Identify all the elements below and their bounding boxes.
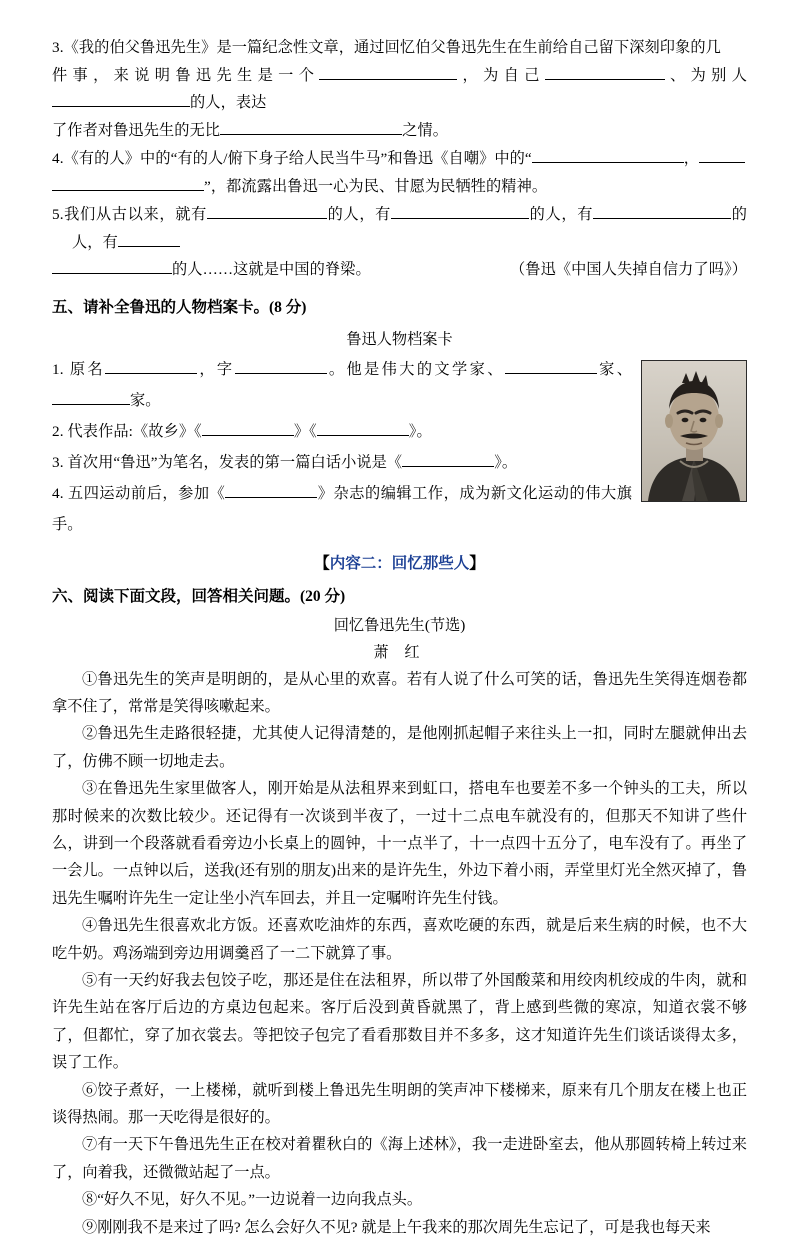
archive-item-1-text-2: ，字: [197, 361, 235, 378]
section-five-title: 五、请补全鲁迅的人物档案卡。(8 分): [52, 293, 747, 323]
blank-field[interactable]: [545, 65, 665, 80]
question-3-text-6: 了作者对鲁迅先生的无比: [52, 122, 220, 139]
passage-paragraph: ④鲁迅先生很喜欢北方饭。还喜欢吃油炸的东西，喜欢吃硬的东西，就是后来生病的时候，也不大吃牛奶。鸡汤端到旁边用调羹舀了一二下就算了事。: [52, 912, 747, 967]
passage-author: 萧 红: [52, 639, 747, 666]
blank-field[interactable]: [235, 359, 327, 374]
passage-paragraph: ⑦有一天下午鲁迅先生正在校对着瞿秋白的《海上述林》，我一走进卧室去，他从那圆转椅上转过来了，向着我，还微微站起了一点。: [52, 1131, 747, 1186]
question-3-text-3: ，为自己: [457, 67, 545, 84]
blank-field[interactable]: [52, 176, 204, 191]
archive-item-2-text-1: 代表作品:《故乡》《: [68, 423, 202, 440]
blank-field[interactable]: [505, 359, 597, 374]
blank-field[interactable]: [118, 232, 180, 247]
archive-item-1-text-5: 家。: [130, 392, 161, 409]
archive-item-4: [52, 478, 632, 540]
blank-field[interactable]: [402, 452, 494, 467]
question-3-number: 3.: [52, 39, 64, 56]
passage-paragraph: ①鲁迅先生的笑声是明朗的，是从心里的欢喜。若有人说了什么可笑的话，鲁迅先生笑得连烟卷都拿不住了，常常是笑得咳嗽起来。: [52, 666, 747, 721]
question-4-text-3: ”，都流露出鲁迅一心为民、甘愿为民牺牲的精神。: [204, 178, 547, 195]
question-5-text-2: 的人，有: [327, 206, 391, 223]
blank-field[interactable]: [391, 204, 529, 219]
blank-field[interactable]: [105, 359, 197, 374]
blank-field[interactable]: [699, 148, 745, 163]
blank-field[interactable]: [225, 483, 317, 498]
blank-field[interactable]: [319, 65, 457, 80]
passage-body: [52, 666, 747, 1241]
banner-right-bracket: 】: [469, 555, 485, 572]
archive-item-1-text-4: 家、: [597, 361, 632, 378]
blank-field[interactable]: [202, 421, 294, 436]
passage-paragraph: ⑨刚刚我不是来过了吗? 怎么会好久不见? 就是上午我来的那次周先生忘记了，可是我也每天来: [52, 1214, 747, 1241]
archive-item-3-text-1: 首次用“鲁迅”为笔名，发表的第一篇白话小说是《: [68, 454, 403, 471]
archive-item-2-text-3: 》。: [409, 423, 432, 440]
archive-item-4-number: 4.: [52, 485, 64, 502]
question-5-text-4: 的人，有: [72, 206, 747, 251]
archive-item-1-text-1: 原名: [70, 361, 105, 378]
question-4-text-1: 《有的人》中的“有的人/俯下身子给人民当牛马”和鲁迅《自嘲》中的“: [64, 150, 532, 167]
blank-field[interactable]: [593, 204, 731, 219]
passage-paragraph: ⑤有一天约好我去包饺子吃，那还是住在法租界，所以带了外国酸菜和用绞肉机绞成的牛肉，就和许先生站在客厅后边的方桌边包起来。客厅后没到黄昏就黑了，背上感到些微的寒凉，知道衣裳不够了，但都忙，穿了加衣裳去。等把饺子包完了看看那数目并不多多，这才知道许先生们谈话谈得太多，误了工作。: [52, 967, 747, 1077]
section-six-title: 六、阅读下面文段，回答相关问题。(20 分): [52, 582, 747, 612]
archive-item-4-text-1: 五四运动前后，参加《: [68, 485, 225, 502]
question-3: [52, 34, 747, 144]
blank-field[interactable]: [52, 390, 130, 405]
question-5: [52, 201, 747, 284]
archive-item-4-text-2: 》杂志的编辑工作，成为新文化运动的伟大旗手。: [52, 485, 632, 533]
passage-title: 回忆鲁迅先生(节选): [52, 612, 747, 639]
question-4-text-2: ，: [684, 150, 699, 167]
question-5-citation: （鲁迅《中国人失掉自信力了吗》）: [510, 256, 747, 284]
question-5-text-5: 的人……这就是中国的脊梁。: [172, 261, 371, 278]
passage-paragraph: ②鲁迅先生走路很轻捷，尤其使人记得清楚的，是他刚抓起帽子来往头上一扣，同时左腿就伸出去了，仿佛不顾一切地走去。: [52, 720, 747, 775]
blank-field[interactable]: [317, 421, 409, 436]
question-5-text-3: 的人，有: [529, 206, 593, 223]
question-3-text-7: 之情。: [402, 122, 448, 139]
question-3-text-5: 的人，表达: [190, 94, 266, 111]
passage-paragraph: ⑧“好久不见，好久不见。”一边说着一边向我点头。: [52, 1186, 747, 1213]
blank-field[interactable]: [207, 204, 327, 219]
archive-item-3-number: 3.: [52, 454, 64, 471]
archive-item-1-number: 1.: [52, 361, 64, 378]
banner-left-bracket: 【: [314, 555, 330, 572]
passage-paragraph: ⑥饺子煮好，一上楼梯，就听到楼上鲁迅先生明朗的笑声冲下楼梯来，原来有几个朋友在楼上也正谈得热闹。那一天吃得是很好的。: [52, 1077, 747, 1132]
question-5-number: 5.: [52, 206, 64, 223]
archive-item-3: [52, 447, 632, 478]
question-3-text-2: 件事，来说明鲁迅先生是一个: [52, 67, 319, 84]
question-3-text-4: 、为别人: [665, 67, 747, 84]
portrait-illustration: [642, 361, 746, 501]
archive-item-1-text-3: 。他是伟大的文学家、: [327, 361, 505, 378]
content-banner: [52, 550, 747, 578]
blank-field[interactable]: [52, 92, 190, 107]
passage-paragraph: ③在鲁迅先生家里做客人，刚开始是从法租界来到虹口，搭电车也要差不多一个钟头的工夫，所以那时候来的次数比较少。还记得有一次谈到半夜了，一过十二点电车就没有的，但那天不知讲了些什么，讲到一个段落就看看旁边小长桌上的圆钟，十一点半了，十一点四十五分了，电车没有了。再坐了一会儿。一点钟以后，送我(还有别的朋友)出来的是许先生，外边下着小雨，弄堂里灯光全然灭掉了，鲁迅先生嘱咐许先生一定让坐小汽车回去，并且一定嘱咐许先生付钱。: [52, 775, 747, 912]
archive-item-3-text-2: 》。: [494, 454, 517, 471]
archive-card-title: 鲁迅人物档案卡: [52, 325, 747, 354]
question-3-text-1: 《我的伯父鲁迅先生》是一篇纪念性文章，通过回忆伯父鲁迅先生在生前给自己留下深刻印象的几: [64, 39, 721, 56]
banner-text: 内容二：回忆那些人: [330, 555, 470, 572]
archive-item-2-number: 2.: [52, 423, 64, 440]
luxun-portrait-image: [641, 360, 747, 502]
blank-field[interactable]: [220, 120, 402, 135]
archive-item-2-text-2: 》《: [294, 423, 317, 440]
archive-card: [52, 354, 747, 540]
question-4: [52, 145, 747, 200]
archive-item-2: [52, 416, 632, 447]
question-5-text-1: 我们从古以来，就有: [64, 206, 207, 223]
question-4-number: 4.: [52, 150, 64, 167]
archive-item-1: [52, 354, 632, 416]
blank-field[interactable]: [52, 259, 172, 274]
blank-field[interactable]: [532, 148, 684, 163]
